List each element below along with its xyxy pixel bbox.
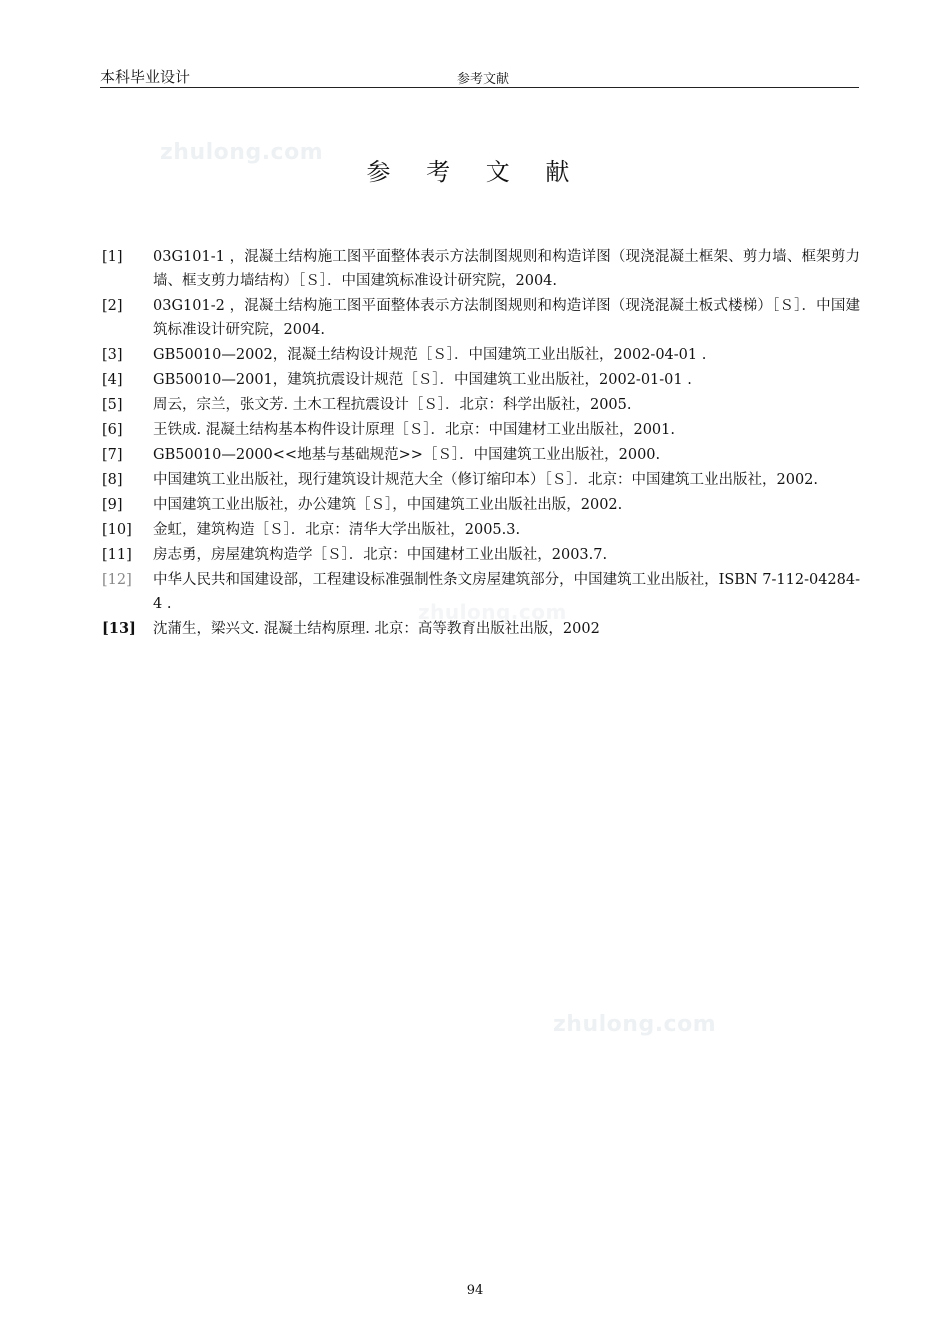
reference-number: [4] xyxy=(102,372,123,388)
reference-item xyxy=(102,343,860,367)
reference-text: GB50010—2002，混凝土结构设计规范［Ｓ］．中国建筑工业出版社，2002-04-01 . xyxy=(153,347,707,363)
reference-item xyxy=(102,468,860,492)
reference-number: [12] xyxy=(102,572,132,588)
reference-number: [11] xyxy=(102,547,132,563)
reference-number: [13] xyxy=(102,620,136,637)
reference-number: [6] xyxy=(102,422,123,438)
reference-text: 中国建筑工业出版社，办公建筑［Ｓ］，中国建筑工业出版社出版，2002. xyxy=(153,497,623,513)
reference-item xyxy=(102,617,860,641)
reference-item xyxy=(102,493,860,517)
page-title: 参 考 文 献 xyxy=(366,158,584,186)
reference-item xyxy=(102,543,860,567)
reference-item xyxy=(102,443,860,467)
reference-number: [5] xyxy=(102,397,123,413)
reference-item xyxy=(102,245,860,293)
header-thesis-label: 本科毕业设计 xyxy=(100,68,191,86)
reference-item xyxy=(102,418,860,442)
reference-text: 沈蒲生，梁兴文. 混凝土结构原理. 北京：高等教育出版社出版，2002 xyxy=(153,621,600,637)
reference-text: 周云，宗兰，张文芳. 土木工程抗震设计［Ｓ］．北京：科学出版社，2005. xyxy=(153,397,632,413)
reference-text: GB50010—2001，建筑抗震设计规范［Ｓ］．中国建筑工业出版社，2002-01-01 . xyxy=(153,372,692,388)
reference-number: [1] xyxy=(102,249,123,265)
header-section-label: 参考文献 xyxy=(457,72,510,87)
reference-item xyxy=(102,368,860,392)
reference-item xyxy=(102,393,860,417)
reference-item xyxy=(102,568,860,616)
reference-number: [9] xyxy=(102,497,123,513)
reference-text: 03G101-1 ，混凝土结构施工图平面整体表示方法制图规则和构造详图（现浇混凝土框架、剪力墙、框架剪力墙、框支剪力墙结构）［Ｓ］．中国建筑标准设计研究院，2004. xyxy=(153,249,860,289)
watermark-middle: zhulong.com xyxy=(418,600,567,624)
reference-text: 中华人民共和国建设部，工程建设标准强制性条文房屋建筑部分，中国建筑工业出版社，ISBN 7-112-04284-4 . xyxy=(153,572,860,612)
reference-text: 中国建筑工业出版社，现行建筑设计规范大全（修订缩印本）［Ｓ］．北京：中国建筑工业出版社，2002. xyxy=(153,472,819,488)
reference-text: GB50010—2000<<地基与基础规范>>［Ｓ］．中国建筑工业出版社，2000. xyxy=(153,447,661,463)
reference-text: 房志勇，房屋建筑构造学［Ｓ］．北京：中国建材工业出版社，2003.7. xyxy=(153,547,608,563)
reference-number: [10] xyxy=(102,522,132,538)
reference-text: 金虹，建筑构造［Ｓ］．北京：清华大学出版社，2005.3. xyxy=(153,522,521,538)
page-header xyxy=(100,64,859,88)
watermark-bottom: zhulong.com xyxy=(553,1012,717,1037)
reference-number: [8] xyxy=(102,472,123,488)
reference-number: [7] xyxy=(102,447,123,463)
reference-text: 03G101-2 ，混凝土结构施工图平面整体表示方法制图规则和构造详图（现浇混凝土板式楼梯）［Ｓ］．中国建筑标准设计研究院，2004. xyxy=(153,298,860,338)
reference-item xyxy=(102,294,860,342)
reference-text: 王铁成. 混凝土结构基本构件设计原理［Ｓ］．北京：中国建材工业出版社，2001. xyxy=(153,422,675,438)
reference-list xyxy=(102,245,860,642)
reference-item xyxy=(102,518,860,542)
watermark-top: zhulong.com xyxy=(160,140,324,165)
reference-number: [2] xyxy=(102,298,123,314)
reference-number: [3] xyxy=(102,347,123,363)
page-number: 94 xyxy=(466,1283,484,1298)
